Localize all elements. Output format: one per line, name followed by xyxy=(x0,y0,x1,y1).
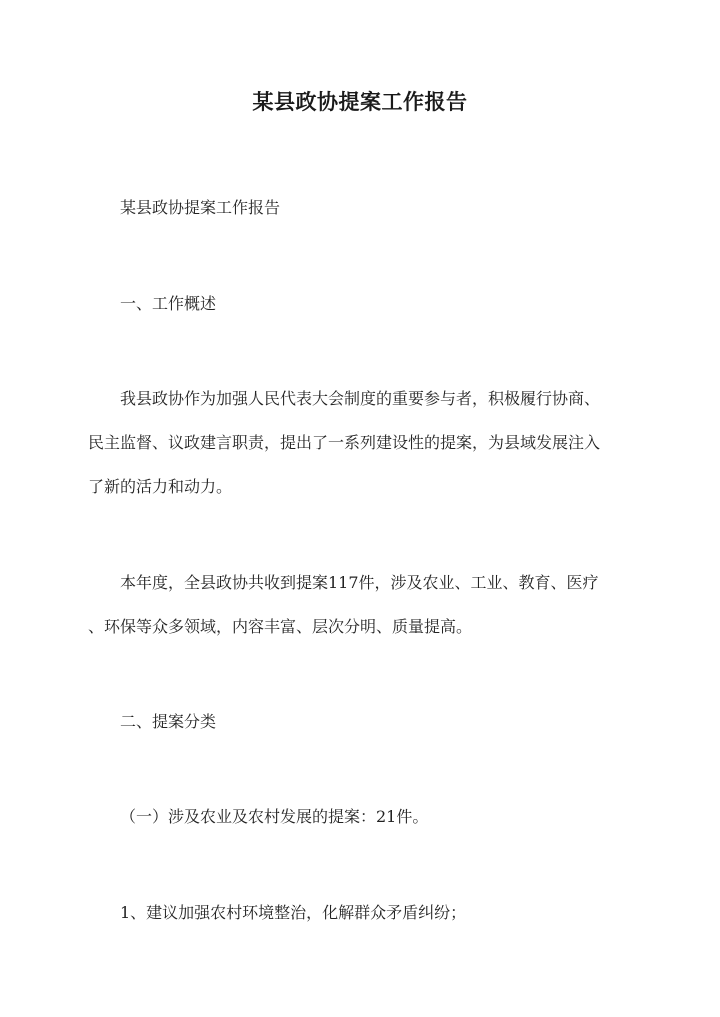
subsection-heading-agriculture: （一）涉及农业及农村发展的提案：21件。 xyxy=(120,807,429,826)
paragraph-line: 了新的活力和动力。 xyxy=(88,477,233,496)
list-item: 1、建议加强农村环境整治，化解群众矛盾纠纷； xyxy=(120,903,467,922)
paragraph-line: 、环保等众多领域，内容丰富、层次分明、质量提高。 xyxy=(88,617,473,636)
paragraph-line: 本年度，全县政协共收到提案117件，涉及农业、工业、教育、医疗 xyxy=(120,573,599,592)
section-heading-classification: 二、提案分类 xyxy=(120,712,217,731)
paragraph-line: 民主监督、议政建言职责，提出了一系列建设性的提案，为县域发展注入 xyxy=(88,433,601,452)
document-subtitle: 某县政协提案工作报告 xyxy=(120,198,281,217)
section-heading-overview: 一、工作概述 xyxy=(120,294,217,313)
paragraph-line: 我县政协作为加强人民代表大会制度的重要参与者，积极履行协商、 xyxy=(120,389,601,408)
document-title: 某县政协提案工作报告 xyxy=(252,89,468,114)
